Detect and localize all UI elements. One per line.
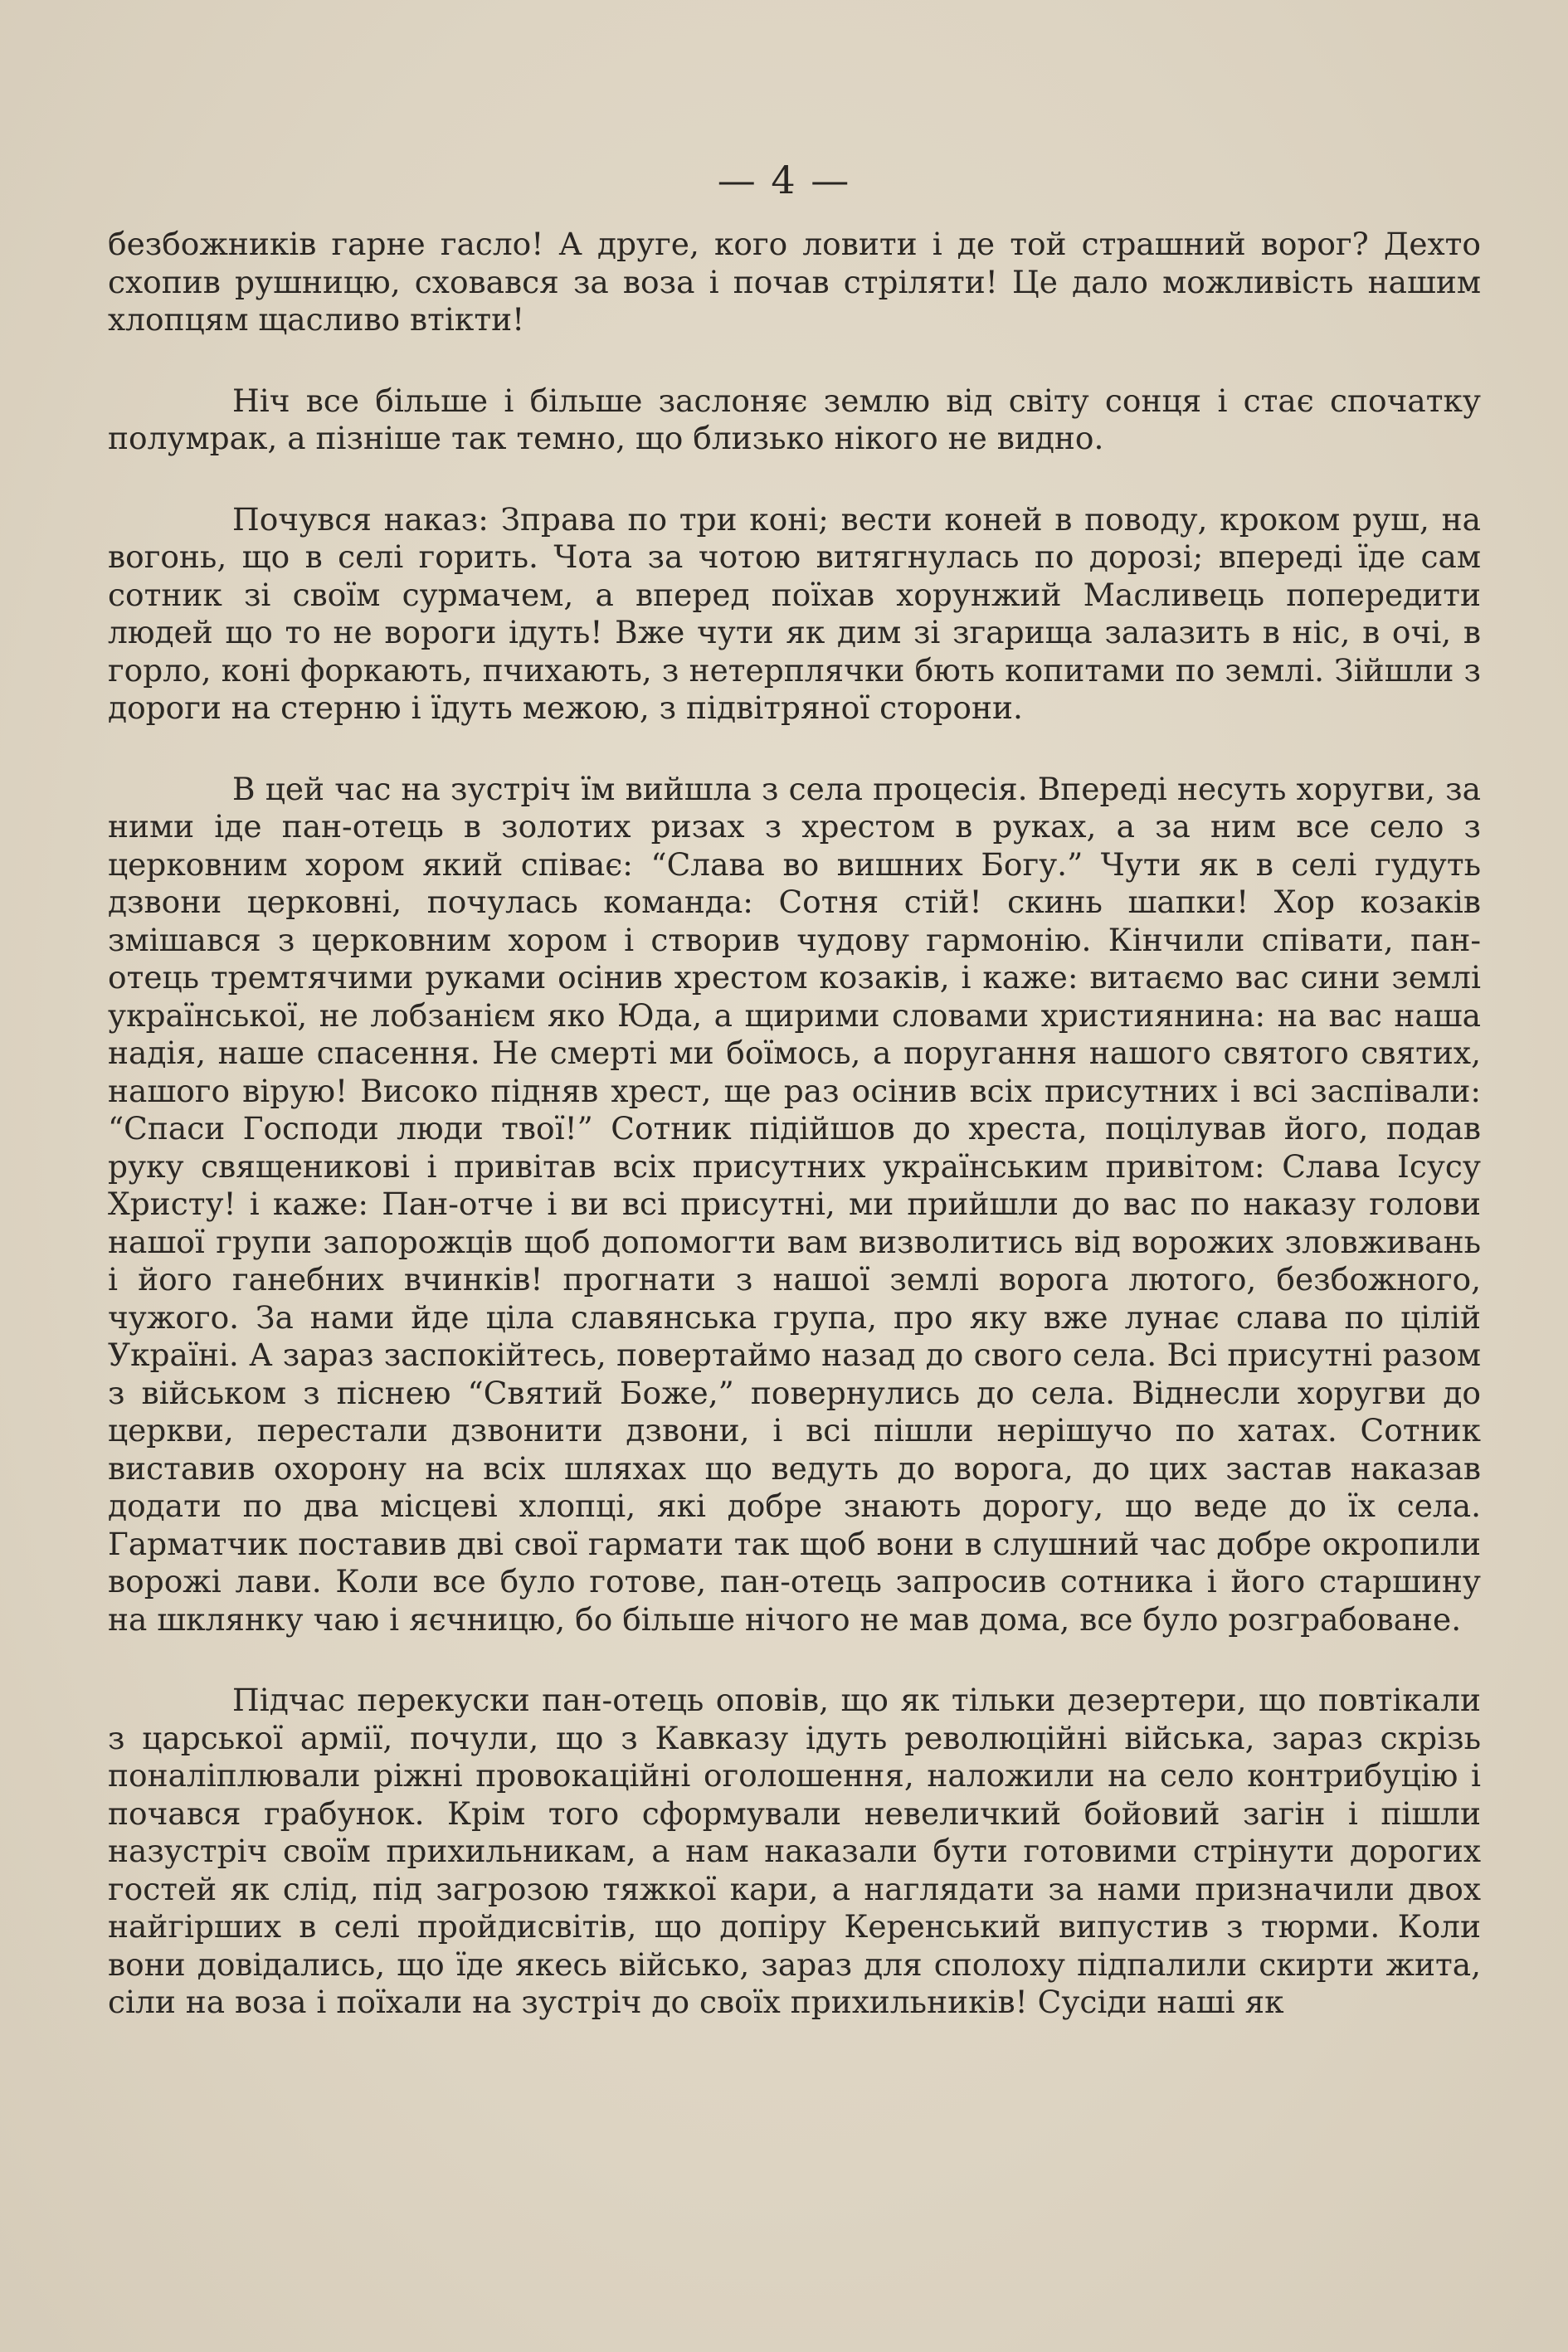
paragraph-2: Ніч все більше і більше заслоняє землю від світу сонця і стає спочатку полумрак, а пізніше так темно, що близько нікого не видно. <box>108 382 1481 456</box>
paragraph-4: В цей час на зустріч їм вийшла з села процесія. Впереді несуть хоругви, за ними іде пан-отець в золотих ризах з хрестом в руках, а за ним все село з церковним хором який співає: “Слава во вишних Богу.” Чути як в селі гудуть дзвони церковні, почулась команда: Сотня стій! скинь шапки! Хор козаків змішався з церковним хором і створив чудову гармонію. Кінчили співати, пан-отець тремтячими руками осінив хрестом козаків, і каже: витаємо вас сини землі української, не лобзанієм яко Юда, а щирими словами християнина: на вас наша надія, наше спасення. Не смерті ми боїмось, а поругання нашого святого святих, нашого вірую! Високо підняв хрест, ще раз осінив всіх присутних і всі заспівали: “Спаси Господи люди твої!” Сотник підійшов до хреста, поцілував його, подав руку священикові і привітав всіх присутних українським привітом: Слава Ісусу Христу! і каже: Пан-отче і ви всі присутні, ми прийшли до вас по наказу голови нашої групи запорожців щоб допомогти вам визволитись від ворожих зловживань і його ганебних вчинків! прогнати з нашої землі ворога лютого, безбожного, чужого. За нами йде ціла славянська група, про яку вже лунає слава по цілій Україні. А зараз заспокійтесь, повертаймо назад до свого села. Всі присутні разом з військом з піснею “Святий Боже,” повернулись до села. Віднесли хоругви до церкви, перестали дзвонити дзвони, і всі пішли нерішучо по хатах. Сотник виставив охорону на всіх шляхах що ведуть до ворога, до цих застав наказав додати по два місцеві хлопці, які добре знають дорогу, що веде до їх села. Гарматчик поставив дві свої гармати так щоб вони в слушний час добре окропили ворожі лави. Коли все було готове, пан-отець запросив сотника і його старшину на шклянку чаю і яєчницю, бо більше нічого не мав дома, все було розграбоване. <box>108 770 1481 1638</box>
paragraph-5: Підчас перекуски пан-отець оповів, що як тільки дезертери, що повтікали з царської армії, почули, що з Кавказу ідуть революційні війська, зараз скрізь поналіплювали ріжні провокаційні оголошення, наложили на село контрибуцію і почався грабунок. Крім того сформували невеличкий бойовий загін і пішли назустріч своїм прихильникам, а нам наказали бути готовими стрінути дорогих гостей як слід, під загрозою тяжкої кари, а наглядати за нами призначили двох найгірших в селі пройдисвітів, що допіру Керенський випустив з тюрми. Коли вони довідались, що їде якесь військо, зараз для сполоху підпалили скирти жита, сіли на воза і поїхали на зустріч до своїх прихильників! Сусіди наші як <box>108 1682 1481 2020</box>
page-number: — 4 — <box>717 158 851 202</box>
body-text <box>108 226 1481 2022</box>
paragraph-1: безбожників гарне гасло! А друге, кого ловити і де той страшний ворог? Дехто схопив рушницю, сховався за воза і почав стріляти! Це дало можливість нашим хлопцям щасливо втікти! <box>108 226 1481 338</box>
paragraph-3: Почувся наказ: Зправа по три коні; вести коней в поводу, кроком руш, на вогонь, що в селі горить. Чота за чотою витягнулась по дорозі; впереді їде сам сотник зі своїм сурмачем, а вперед поїхав хорунжий Масливець попередити людей що то не вороги ідуть! Вже чути як дим зі згарища залазить в ніс, в очі, в горло, коні форкають, пчихають, з нетерплячки бють копитами по землі. Зійшли з дороги на стерню і їдуть межою, з підвітряної сторони. <box>108 500 1481 726</box>
